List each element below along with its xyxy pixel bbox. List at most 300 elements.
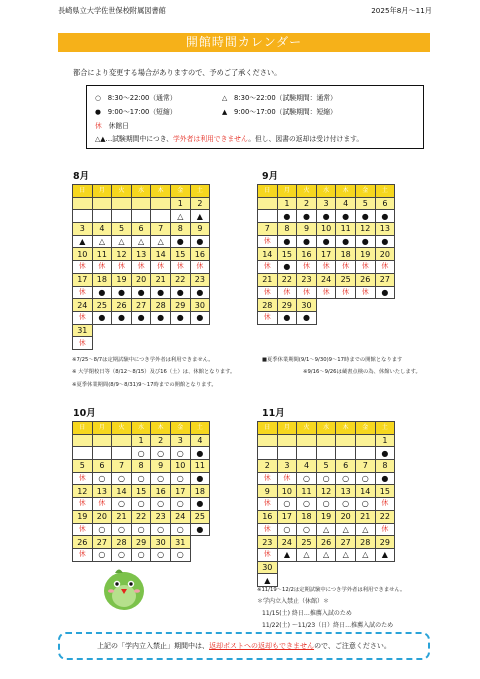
status-cell: ▲ bbox=[258, 574, 278, 587]
weekday-header: 金 bbox=[170, 422, 190, 435]
weekday-header: 水 bbox=[316, 422, 336, 435]
status-cell: ● bbox=[375, 447, 395, 460]
status-cell: 休 bbox=[355, 261, 375, 274]
date-cell: 14 bbox=[258, 248, 278, 261]
date-cell bbox=[277, 434, 297, 447]
date-cell: 15 bbox=[170, 248, 190, 261]
status-cell: △ bbox=[170, 210, 190, 223]
date-cell: 12 bbox=[73, 485, 93, 498]
date-cell: 19 bbox=[355, 248, 375, 261]
legend-open-exam: △ 8:30～22:00（試験期間：通常） bbox=[222, 94, 337, 102]
aug-note-3: ※夏季休業期間(8/9～8/31)9～17時までの開館となります。 bbox=[72, 382, 217, 388]
date-cell: 5 bbox=[112, 223, 132, 236]
status-cell: ● bbox=[336, 235, 356, 248]
date-cell: 17 bbox=[316, 248, 336, 261]
status-cell: ○ bbox=[131, 447, 151, 460]
date-cell: 24 bbox=[73, 299, 93, 312]
date-cell: 29 bbox=[277, 299, 297, 312]
date-cell: 23 bbox=[190, 273, 210, 286]
date-cell: 16 bbox=[258, 510, 278, 523]
date-cell: 27 bbox=[336, 536, 356, 549]
status-cell: ○ bbox=[131, 548, 151, 561]
period-label: 2025年8月～11月 bbox=[371, 6, 432, 15]
date-cell: 8 bbox=[170, 223, 190, 236]
date-cell: 25 bbox=[190, 510, 210, 523]
status-cell: ● bbox=[277, 210, 297, 223]
date-cell: 19 bbox=[73, 510, 93, 523]
date-cell: 2 bbox=[151, 434, 171, 447]
date-cell: 16 bbox=[190, 248, 210, 261]
date-cell: 9 bbox=[258, 485, 278, 498]
weekday-header: 月 bbox=[92, 185, 112, 198]
weekday-header: 水 bbox=[316, 185, 336, 198]
date-cell: 2 bbox=[297, 197, 317, 210]
status-cell: 休 bbox=[258, 286, 278, 299]
calendar-august bbox=[72, 184, 210, 350]
date-cell: 28 bbox=[355, 536, 375, 549]
date-cell: 25 bbox=[297, 536, 317, 549]
date-cell: 20 bbox=[92, 510, 112, 523]
date-cell: 9 bbox=[151, 460, 171, 473]
weekday-header: 土 bbox=[375, 422, 395, 435]
status-cell: ○ bbox=[170, 498, 190, 511]
status-cell: 休 bbox=[375, 523, 395, 536]
status-cell: ● bbox=[190, 286, 210, 299]
date-cell: 28 bbox=[258, 299, 278, 312]
date-cell: 28 bbox=[151, 299, 171, 312]
date-cell bbox=[73, 434, 93, 447]
status-cell: 休 bbox=[170, 261, 190, 274]
status-cell: 休 bbox=[355, 286, 375, 299]
weekday-header: 木 bbox=[336, 185, 356, 198]
date-cell: 19 bbox=[112, 273, 132, 286]
status-cell: ○ bbox=[355, 472, 375, 485]
date-cell: 6 bbox=[375, 197, 395, 210]
legend-box bbox=[86, 85, 424, 149]
date-cell: 18 bbox=[190, 485, 210, 498]
date-cell: 1 bbox=[375, 434, 395, 447]
date-cell: 13 bbox=[336, 485, 356, 498]
status-cell: ○ bbox=[131, 498, 151, 511]
status-cell: 休 bbox=[92, 261, 112, 274]
date-cell: 23 bbox=[258, 536, 278, 549]
status-cell: △ bbox=[336, 548, 356, 561]
status-cell: ● bbox=[190, 235, 210, 248]
status-cell: 休 bbox=[151, 261, 171, 274]
date-cell: 13 bbox=[131, 248, 151, 261]
date-cell: 30 bbox=[151, 536, 171, 549]
status-cell: ● bbox=[170, 235, 190, 248]
weekday-header: 金 bbox=[355, 422, 375, 435]
status-cell: 休 bbox=[92, 498, 112, 511]
status-cell: △ bbox=[355, 548, 375, 561]
status-cell: ● bbox=[190, 472, 210, 485]
date-cell: 14 bbox=[112, 485, 132, 498]
date-cell: 31 bbox=[73, 324, 93, 337]
weekday-header: 木 bbox=[151, 422, 171, 435]
status-cell: △ bbox=[316, 548, 336, 561]
date-cell: 18 bbox=[92, 273, 112, 286]
date-cell: 19 bbox=[316, 510, 336, 523]
date-cell: 10 bbox=[316, 223, 336, 236]
status-cell: ○ bbox=[112, 548, 132, 561]
nov-closed-title: ＊学内立入禁止（休館）＊ bbox=[257, 598, 330, 605]
date-cell: 30 bbox=[190, 299, 210, 312]
status-cell: 休 bbox=[73, 261, 93, 274]
date-cell: 15 bbox=[375, 485, 395, 498]
status-cell: ▲ bbox=[190, 210, 210, 223]
status-cell: ● bbox=[355, 235, 375, 248]
date-cell: 4 bbox=[190, 434, 210, 447]
date-cell: 12 bbox=[112, 248, 132, 261]
status-cell bbox=[151, 210, 171, 223]
date-cell: 21 bbox=[151, 273, 171, 286]
date-cell bbox=[258, 434, 278, 447]
status-cell: 休 bbox=[190, 261, 210, 274]
date-cell: 26 bbox=[355, 273, 375, 286]
notice-text: 都合により変更する場合がありますので、予めご了承ください。 bbox=[73, 68, 282, 77]
status-cell: ○ bbox=[170, 447, 190, 460]
legend-short-exam: ▲ 9:00～17:00（試験期間：短縮） bbox=[222, 108, 337, 116]
status-cell: 休 bbox=[73, 337, 93, 350]
date-cell: 8 bbox=[131, 460, 151, 473]
status-cell: ○ bbox=[277, 523, 297, 536]
date-cell: 6 bbox=[131, 223, 151, 236]
date-cell bbox=[92, 197, 112, 210]
status-cell bbox=[92, 447, 112, 460]
status-cell: 休 bbox=[73, 548, 93, 561]
date-cell bbox=[336, 434, 356, 447]
nov-item-2: 11/22(土) ～11/23（日）終日…推薦入試のため bbox=[262, 622, 394, 629]
date-cell bbox=[355, 434, 375, 447]
status-cell: 休 bbox=[297, 261, 317, 274]
status-cell: 休 bbox=[258, 311, 278, 324]
status-cell: △ bbox=[355, 523, 375, 536]
status-cell: 休 bbox=[297, 286, 317, 299]
status-cell: ● bbox=[316, 210, 336, 223]
status-cell: ● bbox=[375, 235, 395, 248]
weekday-header: 火 bbox=[297, 185, 317, 198]
date-cell: 3 bbox=[277, 460, 297, 473]
date-cell: 1 bbox=[277, 197, 297, 210]
status-cell: ○ bbox=[92, 548, 112, 561]
weekday-header: 土 bbox=[375, 185, 395, 198]
status-cell: ● bbox=[131, 286, 151, 299]
date-cell bbox=[73, 197, 93, 210]
status-cell: ○ bbox=[170, 523, 190, 536]
status-cell: ● bbox=[277, 261, 297, 274]
status-cell: △ bbox=[336, 523, 356, 536]
calendar-november bbox=[257, 421, 395, 587]
date-cell: 26 bbox=[112, 299, 132, 312]
calendar-october bbox=[72, 421, 210, 562]
date-cell: 8 bbox=[277, 223, 297, 236]
date-cell: 27 bbox=[375, 273, 395, 286]
status-cell: ○ bbox=[170, 548, 190, 561]
status-cell: 休 bbox=[258, 523, 278, 536]
status-cell: 休 bbox=[336, 286, 356, 299]
status-cell: 休 bbox=[258, 472, 278, 485]
date-cell: 21 bbox=[112, 510, 132, 523]
status-cell: ● bbox=[190, 498, 210, 511]
status-cell bbox=[316, 447, 336, 460]
date-cell: 10 bbox=[73, 248, 93, 261]
status-cell: ● bbox=[151, 286, 171, 299]
weekday-header: 日 bbox=[73, 422, 93, 435]
status-cell: △ bbox=[151, 235, 171, 248]
date-cell: 3 bbox=[316, 197, 336, 210]
status-cell: △ bbox=[92, 235, 112, 248]
weekday-header: 土 bbox=[190, 422, 210, 435]
status-cell: ● bbox=[316, 235, 336, 248]
date-cell: 6 bbox=[92, 460, 112, 473]
sep-note-1: ■夏季休業期間(9/1～9/30)9～17時までの開館となります bbox=[262, 357, 403, 363]
calendar-september bbox=[257, 184, 395, 325]
status-cell bbox=[258, 447, 278, 460]
status-cell: ● bbox=[375, 286, 395, 299]
status-cell: ● bbox=[297, 235, 317, 248]
status-cell: ○ bbox=[297, 498, 317, 511]
date-cell: 4 bbox=[336, 197, 356, 210]
weekday-header: 火 bbox=[112, 422, 132, 435]
status-cell: ● bbox=[277, 235, 297, 248]
status-cell: ● bbox=[170, 286, 190, 299]
status-cell: 休 bbox=[73, 311, 93, 324]
date-cell bbox=[92, 434, 112, 447]
legend-short-normal: ● 9:00～17:00（短縮） bbox=[95, 108, 177, 116]
status-cell: ● bbox=[170, 311, 190, 324]
date-cell: 5 bbox=[316, 460, 336, 473]
date-cell: 11 bbox=[190, 460, 210, 473]
date-cell: 30 bbox=[258, 561, 278, 574]
date-cell: 10 bbox=[170, 460, 190, 473]
date-cell bbox=[297, 434, 317, 447]
weekday-header: 火 bbox=[112, 185, 132, 198]
date-cell: 17 bbox=[170, 485, 190, 498]
nov-item-1: 11/15(土) 終日…推薦入試のため bbox=[262, 610, 352, 617]
status-cell: ● bbox=[92, 311, 112, 324]
date-cell: 31 bbox=[170, 536, 190, 549]
bottom-notice: 上記の「学内立入禁止」期間中は、返却ポストへの返却もできませんので、ご注意ください。 bbox=[58, 632, 430, 660]
aug-note-1: ※7/25～8/7は定期試験中につき学外者は利用できません。 bbox=[72, 357, 214, 363]
status-cell bbox=[92, 210, 112, 223]
status-cell: ○ bbox=[112, 523, 132, 536]
status-cell: ● bbox=[190, 447, 210, 460]
weekday-header: 水 bbox=[131, 422, 151, 435]
status-cell: ● bbox=[190, 523, 210, 536]
weekday-header: 金 bbox=[170, 185, 190, 198]
date-cell: 27 bbox=[92, 536, 112, 549]
status-cell: 休 bbox=[112, 261, 132, 274]
status-cell bbox=[73, 447, 93, 460]
date-cell: 21 bbox=[258, 273, 278, 286]
date-cell: 1 bbox=[170, 197, 190, 210]
date-cell: 12 bbox=[355, 223, 375, 236]
status-cell bbox=[73, 210, 93, 223]
status-cell bbox=[336, 447, 356, 460]
status-cell: ● bbox=[297, 210, 317, 223]
date-cell: 23 bbox=[297, 273, 317, 286]
status-cell: △ bbox=[297, 548, 317, 561]
month-label-sep: 9月 bbox=[262, 171, 279, 182]
status-cell: ▲ bbox=[73, 235, 93, 248]
date-cell: 3 bbox=[170, 434, 190, 447]
month-label-aug: 8月 bbox=[73, 171, 90, 182]
date-cell: 13 bbox=[92, 485, 112, 498]
status-cell: ○ bbox=[316, 472, 336, 485]
weekday-header: 月 bbox=[277, 422, 297, 435]
date-cell: 29 bbox=[375, 536, 395, 549]
status-cell bbox=[297, 447, 317, 460]
status-cell: 休 bbox=[73, 523, 93, 536]
date-cell: 24 bbox=[170, 510, 190, 523]
date-cell bbox=[151, 197, 171, 210]
status-cell: ● bbox=[92, 286, 112, 299]
status-cell: 休 bbox=[258, 548, 278, 561]
date-cell: 16 bbox=[297, 248, 317, 261]
weekday-header: 月 bbox=[277, 185, 297, 198]
date-cell: 24 bbox=[316, 273, 336, 286]
date-cell: 20 bbox=[336, 510, 356, 523]
month-label-oct: 10月 bbox=[73, 408, 96, 419]
date-cell: 23 bbox=[151, 510, 171, 523]
status-cell: ○ bbox=[112, 472, 132, 485]
legend-closed: 休 休館日 bbox=[95, 122, 129, 130]
date-cell: 2 bbox=[258, 460, 278, 473]
org-name: 長崎県立大学佐世保校附属図書館 bbox=[58, 6, 166, 15]
status-cell: 休 bbox=[258, 498, 278, 511]
date-cell: 12 bbox=[316, 485, 336, 498]
date-cell: 28 bbox=[112, 536, 132, 549]
date-cell: 30 bbox=[297, 299, 317, 312]
status-cell: ○ bbox=[297, 472, 317, 485]
status-cell: ○ bbox=[151, 498, 171, 511]
date-cell: 13 bbox=[375, 223, 395, 236]
weekday-header: 木 bbox=[151, 185, 171, 198]
status-cell: 休 bbox=[73, 286, 93, 299]
date-cell bbox=[316, 434, 336, 447]
status-cell: ○ bbox=[151, 447, 171, 460]
date-cell bbox=[131, 197, 151, 210]
status-cell: ● bbox=[277, 311, 297, 324]
weekday-header: 火 bbox=[297, 422, 317, 435]
status-cell: ● bbox=[190, 311, 210, 324]
status-cell: ▲ bbox=[375, 548, 395, 561]
weekday-header: 日 bbox=[258, 185, 278, 198]
status-cell: 休 bbox=[316, 286, 336, 299]
status-cell: ● bbox=[355, 210, 375, 223]
date-cell: 5 bbox=[73, 460, 93, 473]
date-cell: 22 bbox=[375, 510, 395, 523]
status-cell: 休 bbox=[131, 261, 151, 274]
status-cell: ○ bbox=[151, 472, 171, 485]
status-cell: ● bbox=[297, 311, 317, 324]
status-cell: 休 bbox=[375, 261, 395, 274]
status-cell: ○ bbox=[336, 498, 356, 511]
status-cell: ○ bbox=[297, 523, 317, 536]
date-cell: 11 bbox=[336, 223, 356, 236]
date-cell: 18 bbox=[297, 510, 317, 523]
status-cell: △ bbox=[131, 235, 151, 248]
status-cell: 休 bbox=[277, 472, 297, 485]
date-cell: 9 bbox=[190, 223, 210, 236]
date-cell: 8 bbox=[375, 460, 395, 473]
date-cell: 7 bbox=[112, 460, 132, 473]
status-cell: ○ bbox=[316, 498, 336, 511]
date-cell: 29 bbox=[170, 299, 190, 312]
date-cell bbox=[112, 197, 132, 210]
date-cell: 1 bbox=[131, 434, 151, 447]
weekday-header: 木 bbox=[336, 422, 356, 435]
date-cell: 4 bbox=[92, 223, 112, 236]
date-cell: 17 bbox=[73, 273, 93, 286]
status-cell: 休 bbox=[258, 235, 278, 248]
status-cell bbox=[131, 210, 151, 223]
date-cell: 21 bbox=[355, 510, 375, 523]
status-cell: ● bbox=[112, 311, 132, 324]
bird-mascot-icon bbox=[95, 558, 153, 616]
status-cell: 休 bbox=[258, 261, 278, 274]
status-cell: ○ bbox=[277, 498, 297, 511]
status-cell: ● bbox=[375, 472, 395, 485]
month-label-nov: 11月 bbox=[262, 408, 285, 419]
date-cell: 4 bbox=[297, 460, 317, 473]
status-cell: 休 bbox=[375, 498, 395, 511]
status-cell bbox=[112, 447, 132, 460]
status-cell: 休 bbox=[73, 498, 93, 511]
status-cell: ▲ bbox=[277, 548, 297, 561]
status-cell: ○ bbox=[151, 523, 171, 536]
status-cell: ● bbox=[112, 286, 132, 299]
date-cell: 26 bbox=[316, 536, 336, 549]
date-cell: 7 bbox=[355, 460, 375, 473]
date-cell: 14 bbox=[355, 485, 375, 498]
status-cell: ○ bbox=[92, 472, 112, 485]
status-cell: ● bbox=[151, 311, 171, 324]
weekday-header: 金 bbox=[355, 185, 375, 198]
legend-exam-note: △▲…試験期間中につき、学外者は利用できません。但し、図書の返却は受け付けます。 bbox=[95, 135, 364, 143]
date-cell: 9 bbox=[297, 223, 317, 236]
date-cell: 27 bbox=[131, 299, 151, 312]
date-cell: 10 bbox=[277, 485, 297, 498]
status-cell: ● bbox=[131, 311, 151, 324]
status-cell: ○ bbox=[131, 523, 151, 536]
weekday-header: 月 bbox=[92, 422, 112, 435]
date-cell: 29 bbox=[131, 536, 151, 549]
status-cell: ○ bbox=[92, 523, 112, 536]
date-cell: 3 bbox=[73, 223, 93, 236]
weekday-header: 土 bbox=[190, 185, 210, 198]
date-cell: 15 bbox=[131, 485, 151, 498]
status-cell: ● bbox=[375, 210, 395, 223]
status-cell bbox=[112, 210, 132, 223]
date-cell: 20 bbox=[131, 273, 151, 286]
weekday-header: 日 bbox=[258, 422, 278, 435]
nov-note: ※11/19～12/2は定期試験中につき学外者は利用できません。 bbox=[257, 587, 406, 593]
weekday-header: 日 bbox=[73, 185, 93, 198]
status-cell bbox=[277, 447, 297, 460]
status-cell: 休 bbox=[336, 261, 356, 274]
weekday-header: 水 bbox=[131, 185, 151, 198]
status-cell: ○ bbox=[131, 472, 151, 485]
date-cell: 14 bbox=[151, 248, 171, 261]
status-cell: ○ bbox=[170, 472, 190, 485]
date-cell: 7 bbox=[151, 223, 171, 236]
status-cell: 休 bbox=[316, 261, 336, 274]
date-cell: 22 bbox=[277, 273, 297, 286]
status-cell: △ bbox=[112, 235, 132, 248]
status-cell: △ bbox=[316, 523, 336, 536]
